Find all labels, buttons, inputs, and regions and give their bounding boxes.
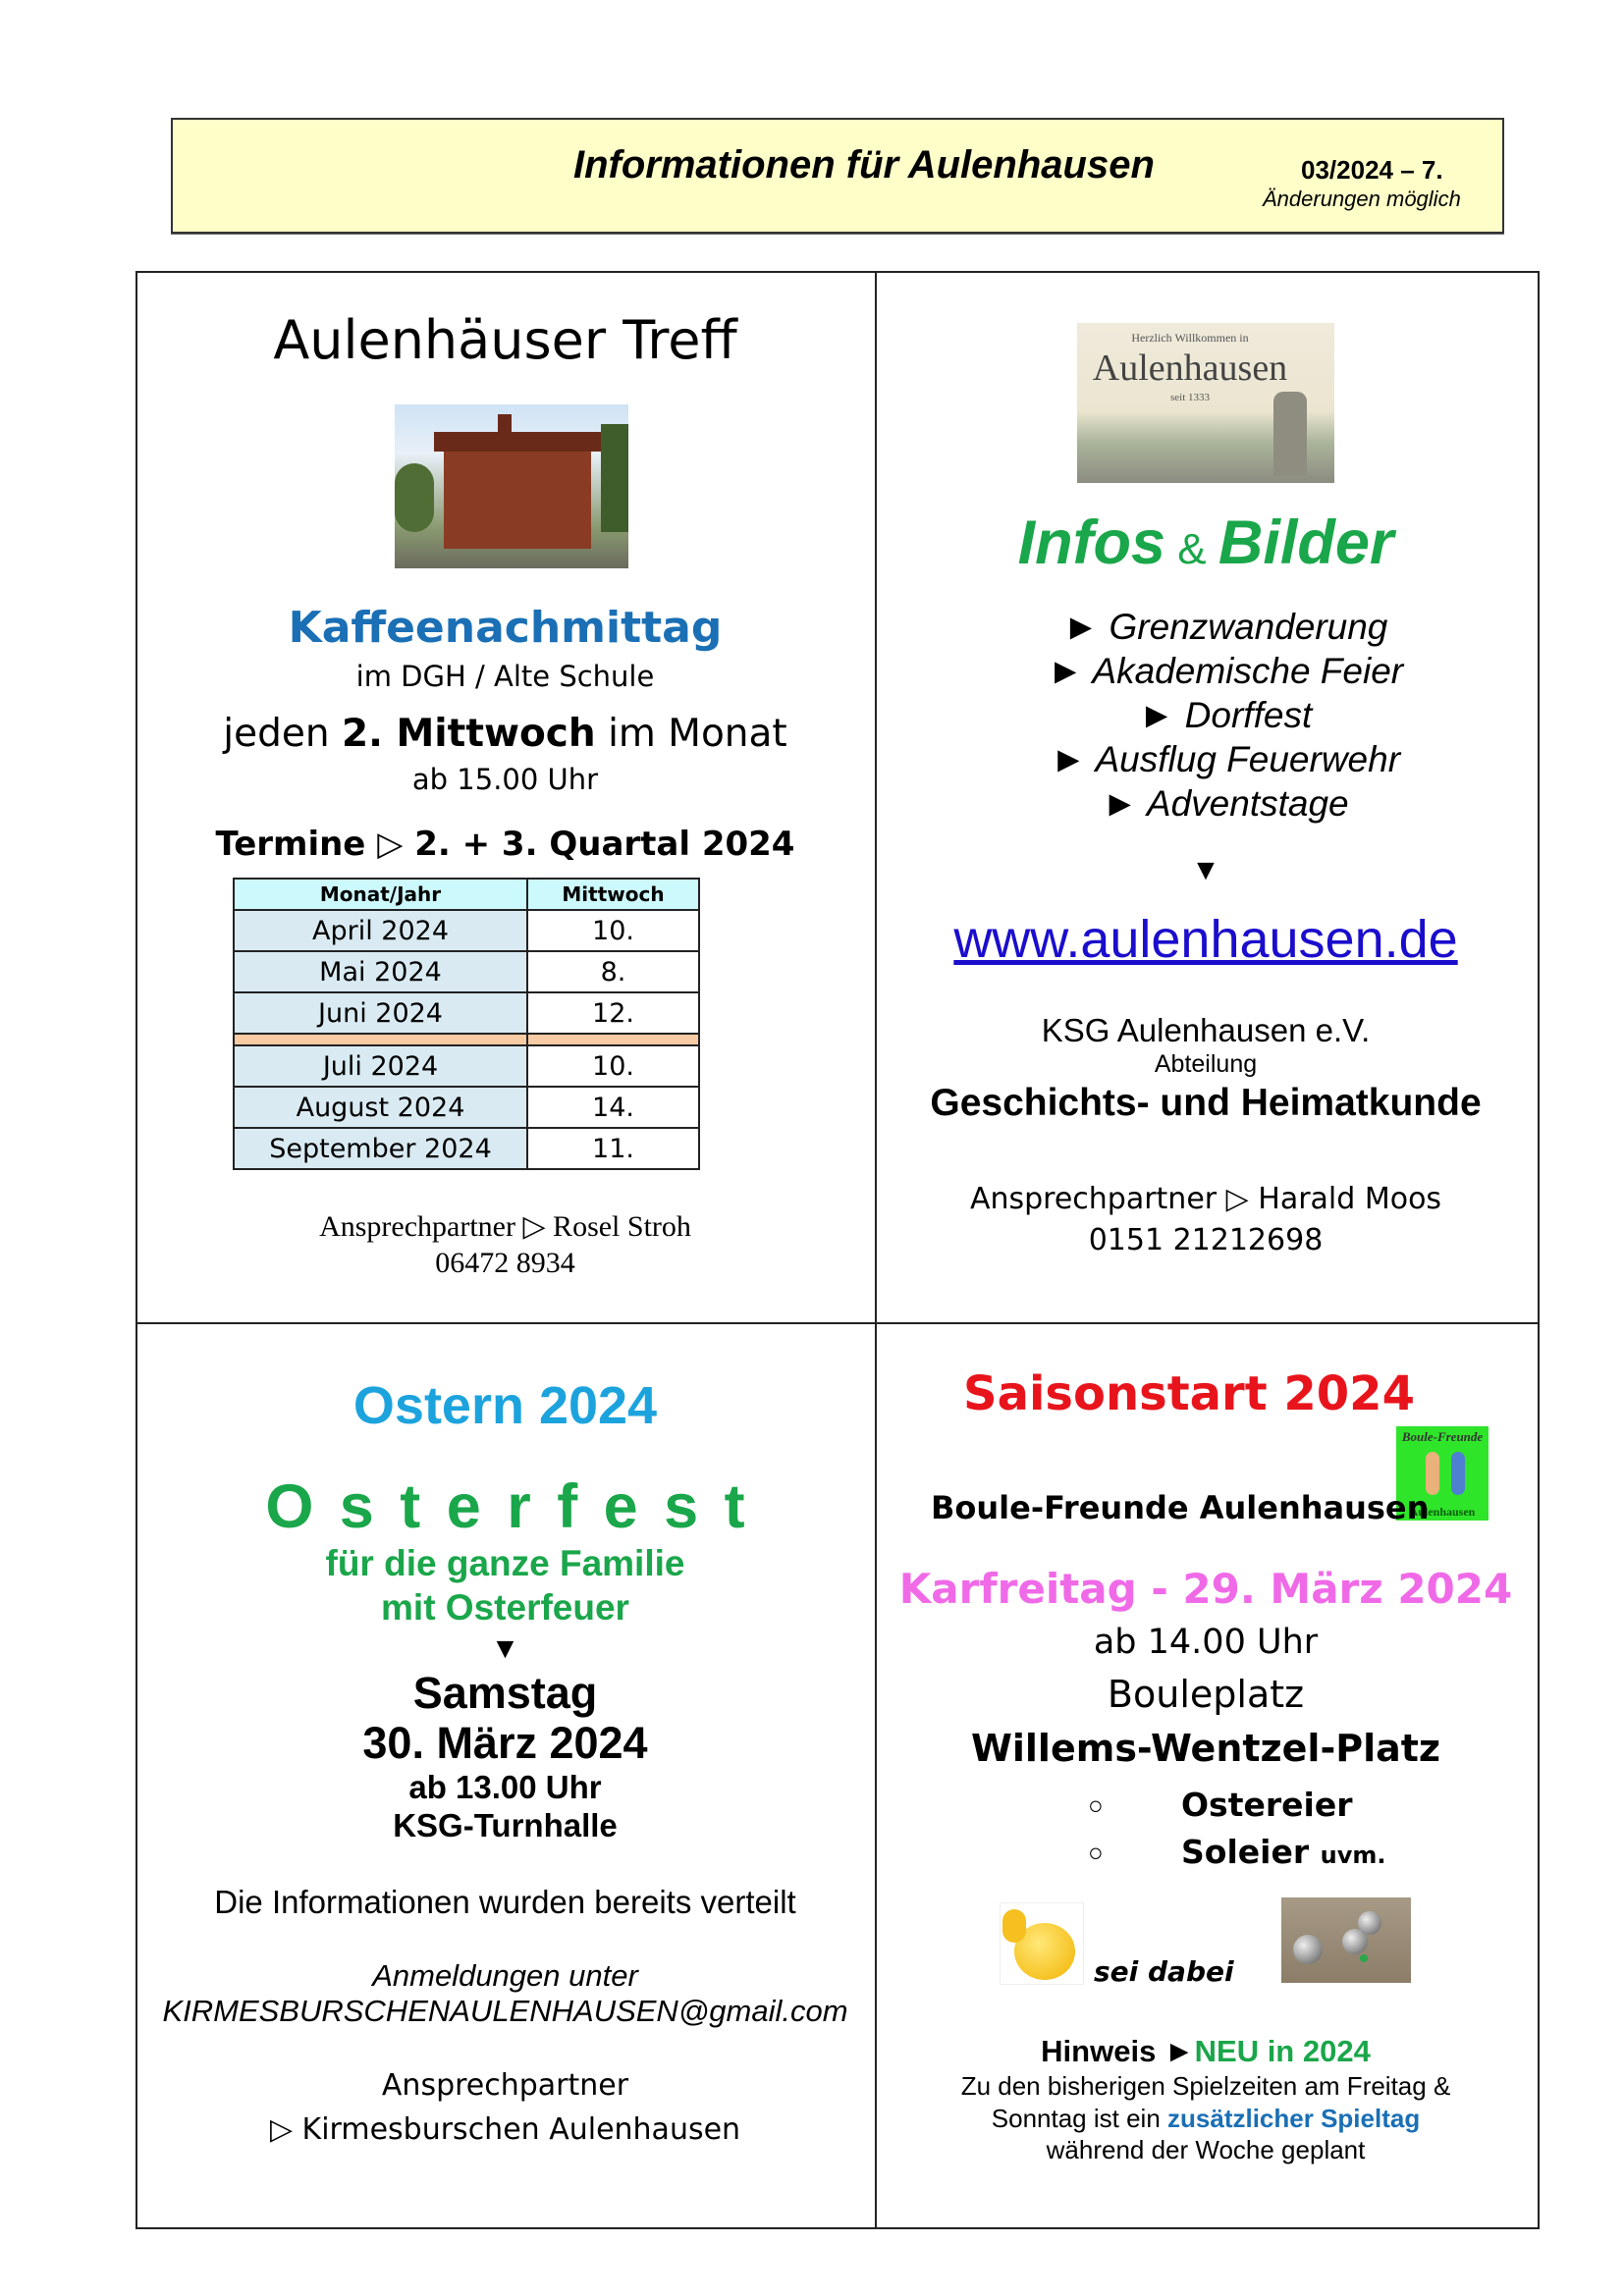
infos-item: ► Dorffest: [1138, 695, 1313, 735]
kaffee-location: im DGH / Alte Schule: [355, 660, 655, 693]
boule-balls-photo: [1281, 1897, 1411, 1983]
website-link[interactable]: www.aulenhausen.de: [953, 910, 1458, 969]
infos-title-amp: &: [1165, 525, 1218, 573]
table-row: [234, 951, 699, 992]
page-title: Informationen für Aulenhausen: [573, 143, 1155, 187]
table-row: [234, 1087, 699, 1128]
header-box: [171, 118, 1504, 234]
hint-line-3: während der Woche geplant: [1046, 2135, 1366, 2164]
table-row: [234, 1045, 699, 1087]
down-arrow-icon: ▼: [490, 1632, 520, 1665]
infos-item: ► Ausflug Feuerwehr: [1050, 739, 1401, 779]
ostern-subtitle-1: für die ganze Familie: [325, 1543, 685, 1583]
kaffee-title: Kaffeenachmittag: [288, 603, 723, 653]
cell-day: 10.: [527, 1045, 699, 1087]
hint-line-1: Zu den bisherigen Spielzeiten am Freitag &: [960, 2071, 1451, 2101]
bullet-icon: ○: [1088, 1838, 1104, 1867]
boule-date: Karfreitag - 29. März 2024: [898, 1565, 1513, 1613]
cell-month: September 2024: [234, 1128, 527, 1169]
cell-month: August 2024: [234, 1087, 527, 1128]
sign-small-text: Herzlich Willkommen in: [1131, 331, 1249, 345]
item-2-text: Soleier: [1181, 1833, 1310, 1871]
bullet-icon: ○: [1088, 1790, 1104, 1820]
cell-month: April 2024: [234, 910, 527, 951]
treff-title: Aulenhäuser Treff: [273, 309, 737, 371]
sign-name-text: Aulenhausen: [1092, 347, 1288, 389]
sign-since-text: seit 1333: [1169, 392, 1211, 403]
kaffee-schedule: [135, 712, 875, 756]
down-arrow-icon: ▼: [1191, 854, 1220, 886]
infos-dept-label: Abteilung: [1154, 1050, 1258, 1078]
hint-label: Hinweis ►: [1041, 2034, 1195, 2068]
ostern-date: 30. März 2024: [362, 1718, 648, 1768]
boule-place-1: Bouleplatz: [1107, 1673, 1305, 1716]
ostern-day: Samstag: [412, 1668, 598, 1718]
boule-time: ab 14.00 Uhr: [1093, 1623, 1319, 1662]
quarter-separator-row: [234, 1034, 699, 1045]
termine-table: [233, 878, 700, 1170]
ostern-contact: ▷ Kirmesburschen Aulenhausen: [269, 2112, 741, 2147]
item-2-suffix: uvm.: [1320, 1842, 1386, 1869]
boule-hint: [875, 2036, 1537, 2066]
ostern-info: Die Informationen wurden bereits verteilt: [214, 1884, 796, 1920]
infos-contact: Ansprechpartner ▷ Harald Moos: [969, 1182, 1442, 1216]
boule-cta: sei dabei: [1094, 1955, 1234, 1988]
hint-line-2-pre: Sonntag ist ein: [991, 2104, 1168, 2133]
hint-line-2: [875, 2106, 1537, 2131]
schedule-bold: 2. Mittwoch: [341, 712, 596, 756]
logo-top-text: Boule-Freunde: [1401, 1429, 1484, 1444]
table-header-row: [234, 879, 699, 910]
infos-title-a: Infos: [1017, 508, 1166, 577]
infos-phone: 0151 21212698: [1088, 1223, 1324, 1257]
ostern-title: Ostern 2024: [352, 1376, 658, 1435]
col-header-wednesday: Mittwoch: [527, 879, 699, 910]
welcome-sign-photo: [1077, 323, 1334, 483]
table-row: [234, 1128, 699, 1169]
boule-item-1: Ostereier: [1181, 1786, 1353, 1824]
cell-month: Juni 2024: [234, 992, 527, 1034]
infos-dept: Geschichts- und Heimatkunde: [930, 1082, 1482, 1124]
separator-cell: [527, 1034, 699, 1045]
hint-line-2-bold: zusätzlicher Spieltag: [1167, 2104, 1421, 2133]
boule-place-2: Willems-Wentzel-Platz: [970, 1727, 1441, 1770]
cell-day: 8.: [527, 951, 699, 992]
kaffee-time: ab 15.00 Uhr: [411, 763, 599, 796]
treff-contact: Ansprechpartner ▷ Rosel Stroh: [319, 1210, 691, 1243]
treff-phone: 06472 8934: [435, 1247, 575, 1279]
infos-item: ► Adventstage: [1102, 783, 1349, 824]
ostern-time: ab 13.00 Uhr: [408, 1769, 602, 1805]
cell-day: 12.: [527, 992, 699, 1034]
table-row: [234, 992, 699, 1034]
col-header-month: Monat/Jahr: [234, 879, 527, 910]
cell-day: 11.: [527, 1128, 699, 1169]
osterfest-title: Osterfest: [265, 1472, 772, 1541]
boule-title: Saisonstart 2024: [963, 1366, 1415, 1421]
infos-org: KSG Aulenhausen e.V.: [1041, 1012, 1371, 1048]
changes-note: Änderungen möglich: [1263, 187, 1461, 211]
logo-bottom-text: Aulenhausen: [1409, 1505, 1476, 1519]
schedule-post: im Monat: [595, 712, 787, 756]
ostern-subtitle-2: mit Osterfeuer: [381, 1587, 629, 1628]
thumbs-up-smiley-icon: [1000, 1902, 1084, 1985]
cell-month: Juli 2024: [234, 1045, 527, 1087]
cell-day: 14.: [527, 1087, 699, 1128]
issue-number: 03/2024 – 7.: [1301, 155, 1443, 185]
cell-month: Mai 2024: [234, 951, 527, 992]
termine-title: Termine ▷ 2. + 3. Quartal 2024: [215, 825, 795, 864]
ostern-contact-label: Ansprechpartner: [381, 2068, 629, 2103]
grid-divider-horizontal: [135, 1322, 1538, 1324]
infos-item: ► Grenzwanderung: [1062, 607, 1388, 647]
ostern-place: KSG-Turnhalle: [393, 1807, 618, 1843]
separator-cell: [234, 1034, 527, 1045]
hint-new: NEU in 2024: [1194, 2034, 1371, 2068]
ostern-email[interactable]: KIRMESBURSCHENAULENHAUSEN@gmail.com: [162, 1994, 848, 2028]
table-row: [234, 910, 699, 951]
schedule-pre: jeden: [223, 712, 342, 756]
infos-title: [875, 508, 1537, 577]
school-building-photo: [395, 404, 628, 568]
boule-item-2: [1181, 1833, 1386, 1871]
ostern-signup-label: Anmeldungen unter: [372, 1958, 638, 1993]
cell-day: 10.: [527, 910, 699, 951]
infos-item: ► Akademische Feier: [1047, 651, 1404, 691]
boule-club: Boule-Freunde Aulenhausen: [931, 1489, 1430, 1526]
infos-title-b: Bilder: [1218, 508, 1394, 577]
